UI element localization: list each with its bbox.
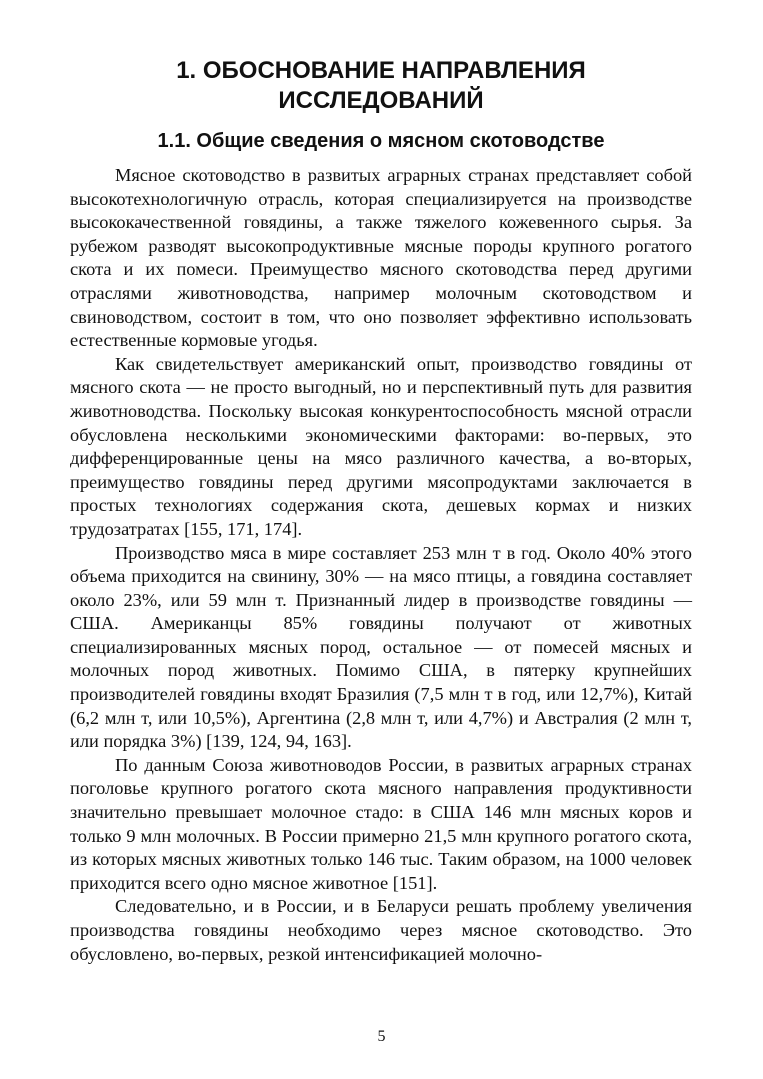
chapter-title-line-2: ИССЛЕДОВАНИЙ — [278, 87, 484, 114]
chapter-title-line-1: 1. ОБОСНОВАНИЕ НАПРАВЛЕНИЯ — [176, 57, 586, 84]
document-page — [70, 56, 692, 966]
chapter-title — [70, 56, 692, 116]
paragraph-1: Мясное скотоводство в развитых аграрных странах представляет собой высокотехнологичную отрасль, которая специализируется на производстве высококачественной говядины, а также тяжелого кожевенного сырья. За рубежом разводят высокопродуктивные мясные породы крупного рогатого скота и их помеси. Преимущество мясного скотоводства перед другими отраслями животноводства, например молочным скотоводством и свиноводством, состоит в том, что оно позволяет эффективно использовать естественные кормовые угодья. — [70, 165, 692, 351]
section-title: 1.1. Общие сведения о мясном скотоводстве — [157, 130, 605, 152]
paragraph-5: Следовательно, и в России, и в Беларуси решать проблему увеличения производства говядины необходимо через мясное скотоводство. Это обусловлено, во-первых, резкой интенсификацией молочно- — [70, 896, 692, 964]
paragraph-2: Как свидетельствует американский опыт, производство говядины от мясного скота — не просто выгодный, но и перспективный путь для развития животноводства. Поскольку высокая конкурентоспособность мясной отрасли обусловлена несколькими экономическими факторами: во-первых, это дифференцированные цены на мясо различного качества, а во-вторых, преимущество говядины перед другими мясопродуктами заключается в простых технологиях содержания скота, дешевых кормах и низких трудозатратах [155, 171, 174]. — [70, 353, 692, 539]
page-number: 5 — [377, 1028, 386, 1045]
paragraph-4: По данным Союза животноводов России, в развитых аграрных странах поголовье крупного рогатого скота мясного направления продуктивности значительно превышает молочное стадо: в США 146 млн мясных коров и только 9 млн молочных. В России примерно 21,5 млн крупного рогатого скота, из которых мясных животных только 146 тыс. Таким образом, на 1000 человек приходится всего одно мясное животное [151]. — [70, 754, 692, 893]
paragraph-3: Производство мяса в мире составляет 253 млн т в год. Около 40% этого объема приходится на свинину, 30% — на мясо птицы, а говядина составляет около 23%, или 59 млн т. Признанный лидер в производстве говядины — США. Американцы 85% говядины получают от животных специализированных мясных пород, остальное — от помесей мясных и молочных пород животных. Помимо США, в пятерку крупнейших производителей говядины входят Бразилия (7,5 млн т в год, или 12,7%), Китай (6,2 млн т, или 10,5%), Аргентина (2,8 млн т, или 4,7%) и Австралия (2 млн т, или порядка 3%) [139, 124, 94, 163]. — [70, 542, 692, 752]
